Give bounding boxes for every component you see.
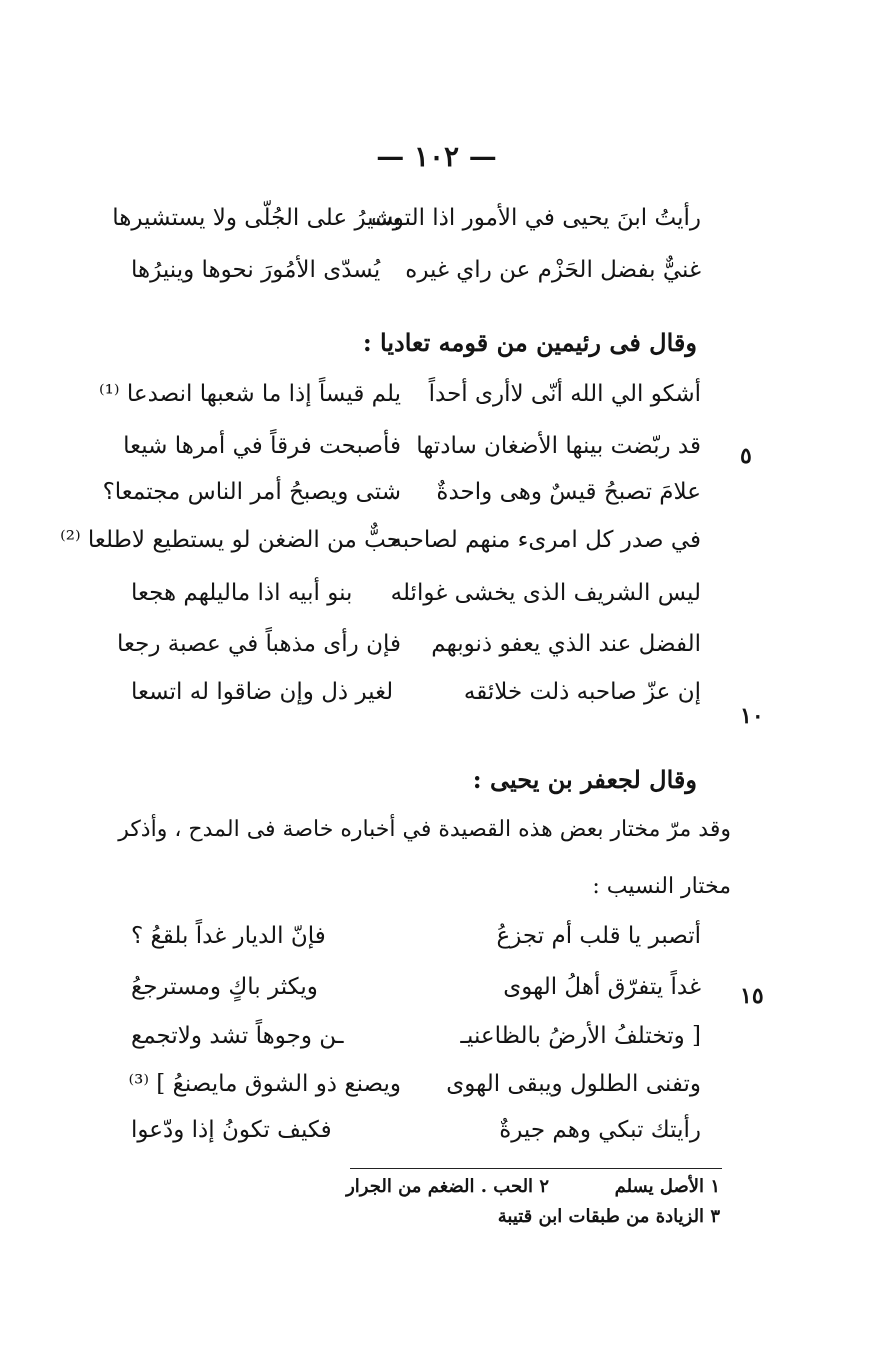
- verse-first-hemistich: غنيٌّ بفضل الحَزْم عن راي غيره: [405, 257, 701, 283]
- verse-line: [128, 1071, 701, 1121]
- verse-first-hemistich: رأيتك تبكي وهم جيرةٌ: [499, 1117, 701, 1143]
- verse-first-hemistich: [ وتختلفُ الأرضُ بالظاعنيـ: [460, 1023, 701, 1049]
- line-number: ١٠: [740, 703, 764, 729]
- verse-first-hemistich: أشكو الي الله أنّى لاأرى أحداً: [428, 381, 701, 407]
- verse-second-hemistich: فإن رأى مذهباً في عصبة رجعا: [117, 631, 401, 657]
- verse-line: [117, 631, 701, 681]
- footnote: ١ الأصل يسلم: [614, 1176, 720, 1197]
- verse-first-hemistich: قد ربّضت بينها الأضغان سادتها: [416, 433, 701, 459]
- verse-line: [131, 257, 701, 307]
- verse-first-hemistich: وتفنى الطلول ويبقى الهوى: [446, 1071, 701, 1097]
- verse-second-hemistich: بنو أبيه اذا ماليلهم هجعا: [131, 580, 353, 606]
- verse-first-hemistich: ليس الشريف الذى يخشى غوائله: [390, 580, 701, 606]
- verse-line: [131, 923, 701, 973]
- verse-second-hemistich: فأصبحت فرقاً في أمرها شيعا: [123, 433, 401, 459]
- verse-second-hemistich: شتى ويصبحُ أمر الناس مجتمعا؟: [102, 479, 401, 505]
- line-number: ١٥: [740, 983, 764, 1009]
- verse-line: [131, 974, 701, 1024]
- verse-first-hemistich: علامَ تصبحُ قيسٌ وهى واحدةٌ: [436, 479, 701, 505]
- prose-line: مختار النسيب :: [592, 874, 731, 899]
- verse-first-hemistich: غداً يتفرّق أهلُ الهوى: [503, 974, 701, 1000]
- poem-heading: وقال لجعفر بن يحيى :: [472, 765, 697, 794]
- verse-line: [131, 1117, 701, 1167]
- verse-line: [131, 679, 701, 729]
- verse-second-hemistich: فإنّ الديار غداً بلقعُ ؟: [131, 923, 326, 949]
- verse-line: [99, 381, 701, 431]
- verse-second-hemistich: حبٌّ من الضغن لو يستطيع لاطلعا ⁽²⁾: [60, 527, 401, 553]
- page-number: — ١٠٢ —: [376, 140, 497, 173]
- verse-second-hemistich: يلم قيساً إذا ما شعبها انصدعا ⁽¹⁾: [99, 381, 401, 407]
- verse-line: [102, 479, 701, 529]
- verse-first-hemistich: الفضل عند الذي يعفو ذنوبهم: [431, 631, 701, 657]
- poem-heading: وقال فى رئيمين من قومه تعاديا :: [362, 328, 697, 357]
- verse-line: [131, 1023, 701, 1073]
- verse-second-hemistich: ـن وجوهاً تشد ولاتجمع: [131, 1023, 344, 1049]
- verse-first-hemistich: رأيتُ ابنَ يحيى في الأمور اذا التوت: [371, 205, 701, 231]
- verse-first-hemistich: أتصبر يا قلب أم تجزعُ: [496, 923, 701, 949]
- verse-line: [60, 527, 701, 577]
- verse-second-hemistich: لغير ذل وإن ضاقوا له اتسعا: [131, 679, 394, 705]
- verse-line: [123, 433, 701, 483]
- verse-second-hemistich: يُسدّى الأمُورَ نحوها وينيرُها: [131, 257, 381, 283]
- verse-first-hemistich: إن عزّ صاحبه ذلت خلائقه: [463, 679, 701, 705]
- verse-first-hemistich: في صدر كل امرىء منهم لصاحبه: [390, 527, 701, 553]
- verse-line: [131, 580, 701, 630]
- verse-second-hemistich: يشيرُ على الجُلّى ولا يستشيرها: [112, 205, 401, 231]
- footnote-separator: [350, 1168, 722, 1169]
- verse-second-hemistich: ويصنع ذو الشوق مايصنعُ ] ⁽³⁾: [128, 1071, 401, 1097]
- verse-second-hemistich: ويكثر باكٍ ومسترجعُ: [131, 974, 318, 1000]
- footnote: ٢ الحب . الضغم من الجرار: [346, 1176, 549, 1197]
- prose-line: وقد مرّ مختار بعض هذه القصيدة في أخباره خاصة فى المدح ، وأذكر: [118, 817, 731, 842]
- verse-line: [112, 205, 701, 255]
- verse-second-hemistich: فكيف تكونُ إذا ودّعوا: [131, 1117, 332, 1143]
- footnote: ٣ الزيادة من طبقات ابن قتيبة: [497, 1206, 720, 1227]
- line-number: ٥: [740, 443, 752, 469]
